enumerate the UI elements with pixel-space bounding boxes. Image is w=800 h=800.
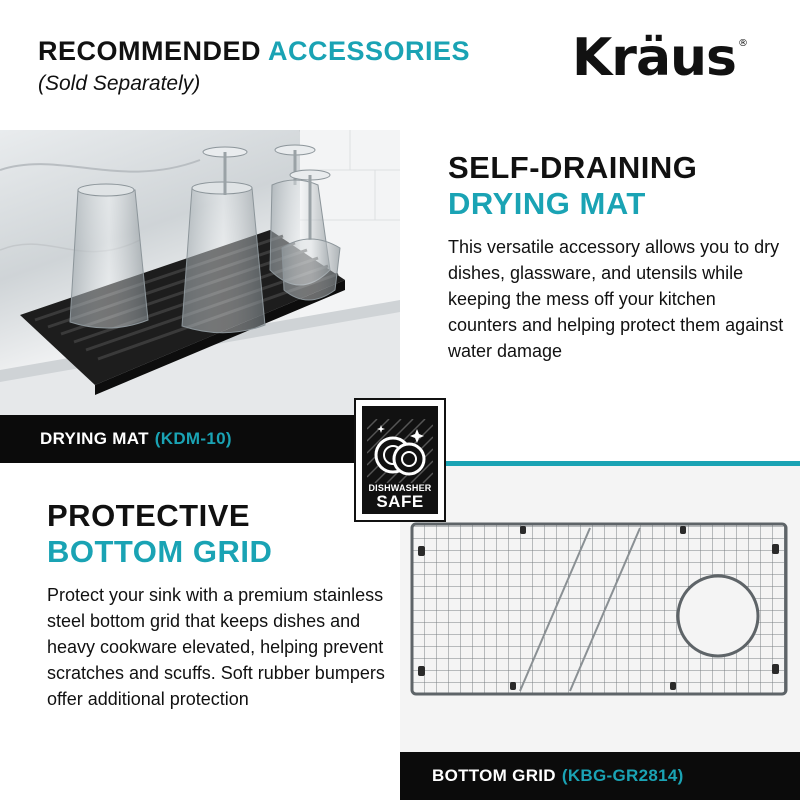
drying-mat-label	[0, 415, 400, 463]
registered-mark: ®	[738, 38, 747, 49]
bottom-grid-photo	[400, 466, 800, 752]
dishwasher-icon	[367, 419, 433, 483]
page-subtitle: (Sold Separately)	[38, 72, 201, 95]
bottom-grid-label-text: BOTTOM GRID	[432, 766, 556, 785]
badge-inner	[362, 406, 438, 514]
bottom-grid-title	[47, 498, 272, 570]
badge-line1: DISHWASHER	[368, 483, 432, 493]
bottom-grid-description: Protect your sink with a premium stainless steel bottom grid that keeps dishes and heavy cookware elevated, helping prevent scratches and scuffs. Soft rubber bumpers offer additional protection	[47, 585, 385, 709]
bottom-grid-illustration	[400, 466, 800, 752]
badge-line2: SAFE	[376, 492, 424, 511]
drying-mat-model: (KDM-10)	[154, 429, 232, 448]
drying-mat-photo	[0, 130, 400, 415]
bottom-grid-label	[400, 752, 800, 800]
drying-mat-label-text: DRYING MAT	[40, 429, 149, 448]
drying-mat-description: This versatile accessory allows you to dry dishes, glassware, and utensils while keeping the mess off your kitchen counters and helping protect them against water damage	[448, 237, 784, 361]
drying-mat-title-line1: SELF-DRAINING	[448, 150, 698, 185]
bottom-grid-model: (KBG-GR2814)	[561, 766, 684, 785]
page-title-main: RECOMMENDED	[38, 36, 262, 66]
bottom-grid-title-line2: BOTTOM GRID	[47, 534, 273, 569]
brand-logo-text: Kräus	[572, 28, 736, 88]
brand-logo	[572, 28, 747, 88]
page-title-accent: ACCESSORIES	[268, 36, 471, 66]
drying-mat-title	[448, 150, 697, 222]
dishwasher-safe-badge	[354, 398, 446, 522]
drying-mat-title-line2: DRYING MAT	[448, 186, 646, 221]
drying-mat-illustration	[0, 130, 400, 415]
bottom-grid-title-line1: PROTECTIVE	[47, 498, 251, 533]
page-title	[38, 36, 470, 67]
